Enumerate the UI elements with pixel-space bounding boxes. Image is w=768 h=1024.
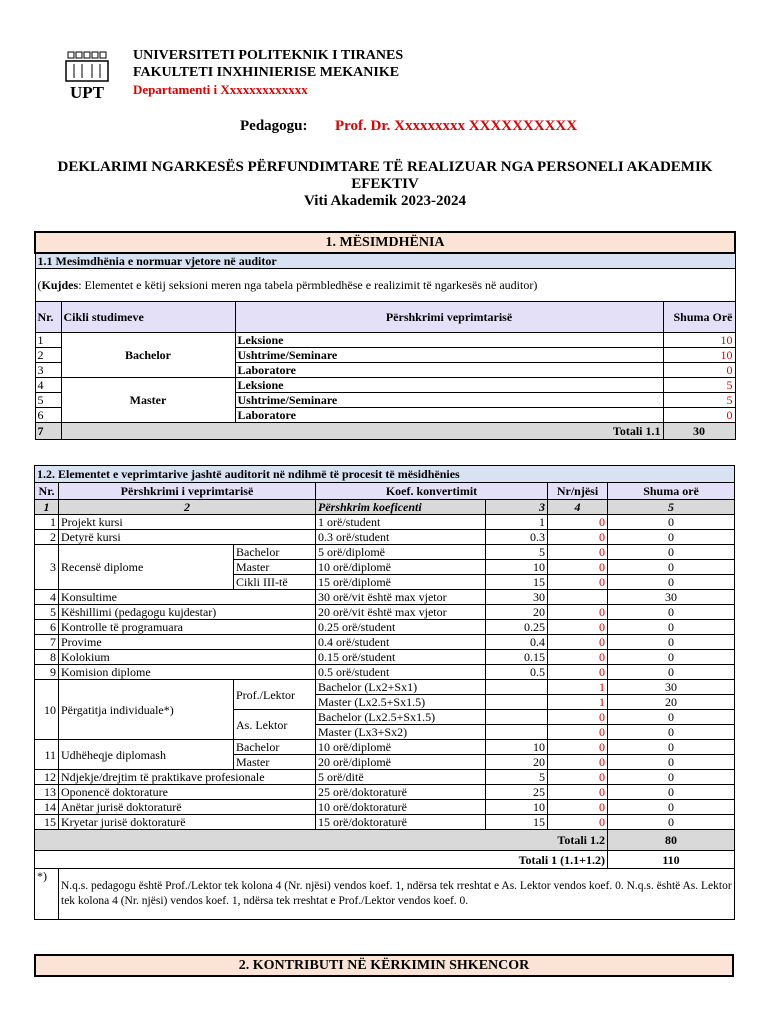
row-nr: 6 bbox=[35, 408, 61, 423]
row-subcategory: Prof./Lektor bbox=[234, 680, 316, 710]
row-units: 0 bbox=[548, 620, 608, 635]
row-subcategory: Master bbox=[234, 755, 316, 770]
row-units: 0 bbox=[548, 575, 608, 590]
row-nr: 3 bbox=[35, 363, 61, 378]
row-activity: Kryetar jurisë doktoraturë bbox=[59, 815, 316, 830]
row-nr: 8 bbox=[35, 650, 59, 665]
row-coef: 25 bbox=[486, 785, 548, 800]
row-nr: 10 bbox=[35, 680, 59, 740]
row-nr: 6 bbox=[35, 620, 59, 635]
row-sum: 10 bbox=[663, 348, 735, 363]
cycle-bachelor: Bachelor bbox=[61, 333, 235, 378]
row-nr: 15 bbox=[35, 815, 59, 830]
row-coef bbox=[486, 710, 548, 725]
row-hours: 0 bbox=[608, 710, 735, 725]
total-1-2-label: Totali 1.2 bbox=[35, 830, 608, 851]
row-hours: 20 bbox=[608, 695, 735, 710]
table-row bbox=[35, 515, 735, 530]
row-activity: Kolokium bbox=[59, 650, 316, 665]
subheader: 5 bbox=[608, 500, 735, 515]
row-nr: 13 bbox=[35, 785, 59, 800]
row-nr: 5 bbox=[35, 393, 61, 408]
row-sum: 5 bbox=[663, 393, 735, 408]
row-activity: Komision diplome bbox=[59, 665, 316, 680]
row-coef-desc: 5 orë/ditë bbox=[316, 770, 486, 785]
col-coefficient: Koef. konvertimit bbox=[316, 483, 548, 500]
row-hours: 0 bbox=[608, 755, 735, 770]
university-name: UNIVERSITETI POLITEKNIK I TIRANES bbox=[133, 48, 404, 63]
row-nr: 5 bbox=[35, 605, 59, 620]
row-coef: 20 bbox=[486, 605, 548, 620]
row-desc: Ushtrime/Seminare bbox=[235, 348, 663, 363]
row-hours: 0 bbox=[608, 740, 735, 755]
total-1-row bbox=[35, 851, 735, 869]
row-coef-desc: 5 orë/diplomë bbox=[316, 545, 486, 560]
row-units: 0 bbox=[548, 710, 608, 725]
row-activity: Anëtar jurisë doktoraturë bbox=[59, 800, 316, 815]
section-1-note: (Kujdes: Elementet e këtij seksioni meren nga tabela përmbledhëse e realizimit të ngarkesës në auditor) bbox=[35, 269, 735, 302]
row-coef-desc: Master (Lx2.5+Sx1.5) bbox=[316, 695, 486, 710]
row-hours: 0 bbox=[608, 665, 735, 680]
row-nr: 2 bbox=[35, 348, 61, 363]
row-sum: 0 bbox=[663, 408, 735, 423]
row-subcategory: As. Lektor bbox=[234, 710, 316, 740]
subheader: 1 bbox=[35, 500, 59, 515]
row-units: 0 bbox=[548, 530, 608, 545]
row-coef-desc: 15 orë/doktoraturë bbox=[316, 815, 486, 830]
total-1-1-row bbox=[35, 423, 735, 440]
row-coef-desc: 20 orë/vit është max vjetor bbox=[316, 605, 486, 620]
institution-header bbox=[133, 47, 403, 98]
row-coef-desc: Bachelor (Lx2.5+Sx1.5) bbox=[316, 710, 486, 725]
row-desc: Leksione bbox=[235, 333, 663, 348]
section-1-1-title: 1.1 Mesimdhënia e normuar vjetore në auditor bbox=[35, 253, 735, 269]
row-hours: 0 bbox=[608, 785, 735, 800]
row-hours: 30 bbox=[608, 590, 735, 605]
row-units: 0 bbox=[548, 650, 608, 665]
table-row bbox=[35, 650, 735, 665]
cycle-master: Master bbox=[61, 378, 235, 423]
row-hours: 30 bbox=[608, 680, 735, 695]
row-activity: Provime bbox=[59, 635, 316, 650]
row-coef: 15 bbox=[486, 575, 548, 590]
subheader: 4 bbox=[548, 500, 608, 515]
row-coef-desc: 0.25 orë/student bbox=[316, 620, 486, 635]
row-coef: 30 bbox=[486, 590, 548, 605]
footnote-row bbox=[35, 869, 735, 920]
row-coef: 15 bbox=[486, 815, 548, 830]
total-1-label: Totali 1 (1.1+1.2) bbox=[35, 851, 608, 869]
row-coef bbox=[486, 725, 548, 740]
row-units: 0 bbox=[548, 665, 608, 680]
col-activity: Përshkrimi i veprimtarisë bbox=[59, 483, 316, 500]
row-coef-desc: 20 orë/diplomë bbox=[316, 755, 486, 770]
col-sum: Shuma Orë bbox=[663, 302, 735, 333]
total-1-2-row bbox=[35, 830, 735, 851]
row-hours: 0 bbox=[608, 770, 735, 785]
row-hours: 0 bbox=[608, 650, 735, 665]
table-row bbox=[35, 770, 735, 785]
row-nr: 3 bbox=[35, 545, 59, 590]
table-row bbox=[35, 530, 735, 545]
total-1-value: 110 bbox=[608, 851, 735, 869]
row-units: 0 bbox=[548, 635, 608, 650]
title-main: DEKLARIMI NGARKESËS PËRFUNDIMTARE TË REALIZUAR NGA PERSONELI AKADEMIK EFEKTIV bbox=[57, 159, 713, 192]
row-hours: 0 bbox=[608, 800, 735, 815]
row-subcategory: Cikli III-të bbox=[234, 575, 316, 590]
col-units: Nr/njësi bbox=[548, 483, 608, 500]
section-1-title: 1. MËSIMDHËNIA bbox=[35, 232, 735, 253]
row-coef: 1 bbox=[486, 515, 548, 530]
row-units: 1 bbox=[548, 680, 608, 695]
row-nr: 11 bbox=[35, 740, 59, 770]
row-activity: Projekt kursi bbox=[59, 515, 316, 530]
row-coef: 10 bbox=[486, 800, 548, 815]
pedagogue-label: Pedagogu: bbox=[240, 118, 308, 134]
row-activity: Këshillimi (pedagogu kujdestar) bbox=[59, 605, 316, 620]
row-coef bbox=[486, 680, 548, 695]
row-units: 0 bbox=[548, 785, 608, 800]
total-nr: 7 bbox=[35, 423, 61, 440]
row-hours: 0 bbox=[608, 515, 735, 530]
row-coef-desc: Master (Lx3+Sx2) bbox=[316, 725, 486, 740]
row-units: 0 bbox=[548, 815, 608, 830]
row-units: 1 bbox=[548, 695, 608, 710]
table-row bbox=[35, 740, 735, 755]
row-desc: Ushtrime/Seminare bbox=[235, 393, 663, 408]
row-nr: 4 bbox=[35, 590, 59, 605]
row-desc: Leksione bbox=[235, 378, 663, 393]
table-row bbox=[35, 815, 735, 830]
academic-year: Viti Akademik 2023-2024 bbox=[304, 193, 466, 209]
row-coef-desc: 25 orë/doktoraturë bbox=[316, 785, 486, 800]
col-description: Përshkrimi veprimtarisë bbox=[235, 302, 663, 333]
row-coef: 0.3 bbox=[486, 530, 548, 545]
row-hours: 0 bbox=[608, 815, 735, 830]
department-name: Departamenti i Xxxxxxxxxxxxx bbox=[133, 82, 308, 97]
row-activity: Ndjekje/drejtim të praktikave profesionale bbox=[59, 770, 316, 785]
row-units: 0 bbox=[548, 755, 608, 770]
row-hours: 0 bbox=[608, 530, 735, 545]
logo-text: UPT bbox=[70, 83, 104, 102]
row-nr: 1 bbox=[35, 515, 59, 530]
row-nr: 2 bbox=[35, 530, 59, 545]
table-row bbox=[35, 800, 735, 815]
row-nr: 14 bbox=[35, 800, 59, 815]
note-bold: Kujdes bbox=[41, 278, 79, 292]
row-subcategory: Bachelor bbox=[234, 545, 316, 560]
row-coef: 0.15 bbox=[486, 650, 548, 665]
row-activity: Detyrë kursi bbox=[59, 530, 316, 545]
table-row bbox=[35, 635, 735, 650]
row-coef-desc: 15 orë/diplomë bbox=[316, 575, 486, 590]
row-subcategory: Bachelor bbox=[234, 740, 316, 755]
section-1-2-title: 1.2. Elementet e veprimtarive jashtë auditorit në ndihmë të procesit të mësidhënies bbox=[35, 466, 735, 483]
row-units: 0 bbox=[548, 740, 608, 755]
footnote-text: N.q.s. pedagogu është Prof./Lektor tek kolona 4 (Nr. njësi) vendos koef. 1, ndërsa tek rreshtat e As. Lektor vendos koef. 0. N.q.s. është As. Lektor tek kolona 4 (Nr. njësi) vendos koef. 1, ndërsa tek rreshtat e Prof./Lektor vendos koef. 0. bbox=[59, 869, 735, 920]
total-1-2-value: 80 bbox=[608, 830, 735, 851]
row-hours: 0 bbox=[608, 545, 735, 560]
row-coef-desc: 0.5 orë/student bbox=[316, 665, 486, 680]
table-row bbox=[35, 590, 735, 605]
row-nr: 9 bbox=[35, 665, 59, 680]
subheader: 3 bbox=[486, 500, 548, 515]
upt-logo bbox=[62, 46, 112, 102]
row-nr: 1 bbox=[35, 333, 61, 348]
row-sum: 10 bbox=[663, 333, 735, 348]
row-units: 0 bbox=[548, 725, 608, 740]
row-coef-desc: 30 orë/vit është max vjetor bbox=[316, 590, 486, 605]
section-1-2-table bbox=[34, 465, 735, 920]
table-row bbox=[35, 605, 735, 620]
section-2-title: 2. KONTRIBUTI NË KËRKIMIN SHKENCOR bbox=[35, 955, 733, 976]
row-activity: Kontrolle të programuara bbox=[59, 620, 316, 635]
row-coef-desc: 10 orë/diplomë bbox=[316, 740, 486, 755]
row-coef: 10 bbox=[486, 740, 548, 755]
row-hours: 0 bbox=[608, 635, 735, 650]
table-row bbox=[35, 620, 735, 635]
row-activity: Udhëheqje diplomash bbox=[59, 740, 234, 770]
row-coef: 10 bbox=[486, 560, 548, 575]
row-activity: Përgatitja individuale*) bbox=[59, 680, 234, 740]
subheader: Përshkrim koeficenti bbox=[316, 500, 486, 515]
row-coef-desc: 10 orë/diplomë bbox=[316, 560, 486, 575]
row-subcategory: Master bbox=[234, 560, 316, 575]
total-value: 30 bbox=[663, 423, 735, 440]
col-hours: Shuma orë bbox=[608, 483, 735, 500]
table-row bbox=[35, 333, 735, 348]
row-nr: 4 bbox=[35, 378, 61, 393]
table-row bbox=[35, 785, 735, 800]
row-activity: Konsultime bbox=[59, 590, 316, 605]
row-desc: Laboratore bbox=[235, 363, 663, 378]
table-row bbox=[35, 378, 735, 393]
row-coef: 5 bbox=[486, 545, 548, 560]
col-cycle: Cikli studimeve bbox=[61, 302, 235, 333]
col-nr: Nr. bbox=[35, 302, 61, 333]
row-hours: 0 bbox=[608, 620, 735, 635]
section-1-table bbox=[34, 231, 736, 440]
row-coef: 0.4 bbox=[486, 635, 548, 650]
total-label: Totali 1.1 bbox=[61, 423, 663, 440]
pedagogue-name: Prof. Dr. Xxxxxxxxx XXXXXXXXXX bbox=[335, 118, 578, 134]
row-activity: Oponencë doktorature bbox=[59, 785, 316, 800]
row-coef-desc: 1 orë/student bbox=[316, 515, 486, 530]
row-coef-desc: 10 orë/doktoraturë bbox=[316, 800, 486, 815]
row-coef bbox=[486, 695, 548, 710]
row-activity: Recensë diplome bbox=[59, 545, 234, 590]
subheader: 2 bbox=[59, 500, 316, 515]
row-hours: 0 bbox=[608, 605, 735, 620]
row-units: 0 bbox=[548, 770, 608, 785]
row-coef: 20 bbox=[486, 755, 548, 770]
col-nr: Nr. bbox=[35, 483, 59, 500]
row-hours: 0 bbox=[608, 725, 735, 740]
row-desc: Laboratore bbox=[235, 408, 663, 423]
table-row bbox=[35, 680, 735, 695]
row-coef: 0.5 bbox=[486, 665, 548, 680]
row-coef-desc: 0.3 orë/student bbox=[316, 530, 486, 545]
document-title bbox=[30, 159, 740, 210]
row-coef-desc: 0.15 orë/student bbox=[316, 650, 486, 665]
table-row bbox=[35, 545, 735, 560]
row-hours: 0 bbox=[608, 560, 735, 575]
row-hours: 0 bbox=[608, 575, 735, 590]
section-2-table bbox=[34, 954, 734, 977]
row-nr: 12 bbox=[35, 770, 59, 785]
row-coef-desc: Bachelor (Lx2+Sx1) bbox=[316, 680, 486, 695]
row-coef-desc: 0.4 orë/student bbox=[316, 635, 486, 650]
row-nr: 7 bbox=[35, 635, 59, 650]
row-units: 0 bbox=[548, 560, 608, 575]
note-text: : Elementet e këtij seksioni meren nga tabela përmbledhëse e realizimit të ngarkesës në auditor) bbox=[78, 278, 538, 292]
row-units: 0 bbox=[548, 605, 608, 620]
faculty-name: FAKULTETI INXHINIERISE MEKANIKE bbox=[133, 65, 400, 80]
footnote-mark: *) bbox=[35, 869, 59, 920]
row-sum: 0 bbox=[663, 363, 735, 378]
row-units: 0 bbox=[548, 515, 608, 530]
table-row bbox=[35, 665, 735, 680]
row-units bbox=[548, 590, 608, 605]
row-coef: 0.25 bbox=[486, 620, 548, 635]
row-coef: 5 bbox=[486, 770, 548, 785]
row-units: 0 bbox=[548, 545, 608, 560]
row-sum: 5 bbox=[663, 378, 735, 393]
row-units: 0 bbox=[548, 800, 608, 815]
